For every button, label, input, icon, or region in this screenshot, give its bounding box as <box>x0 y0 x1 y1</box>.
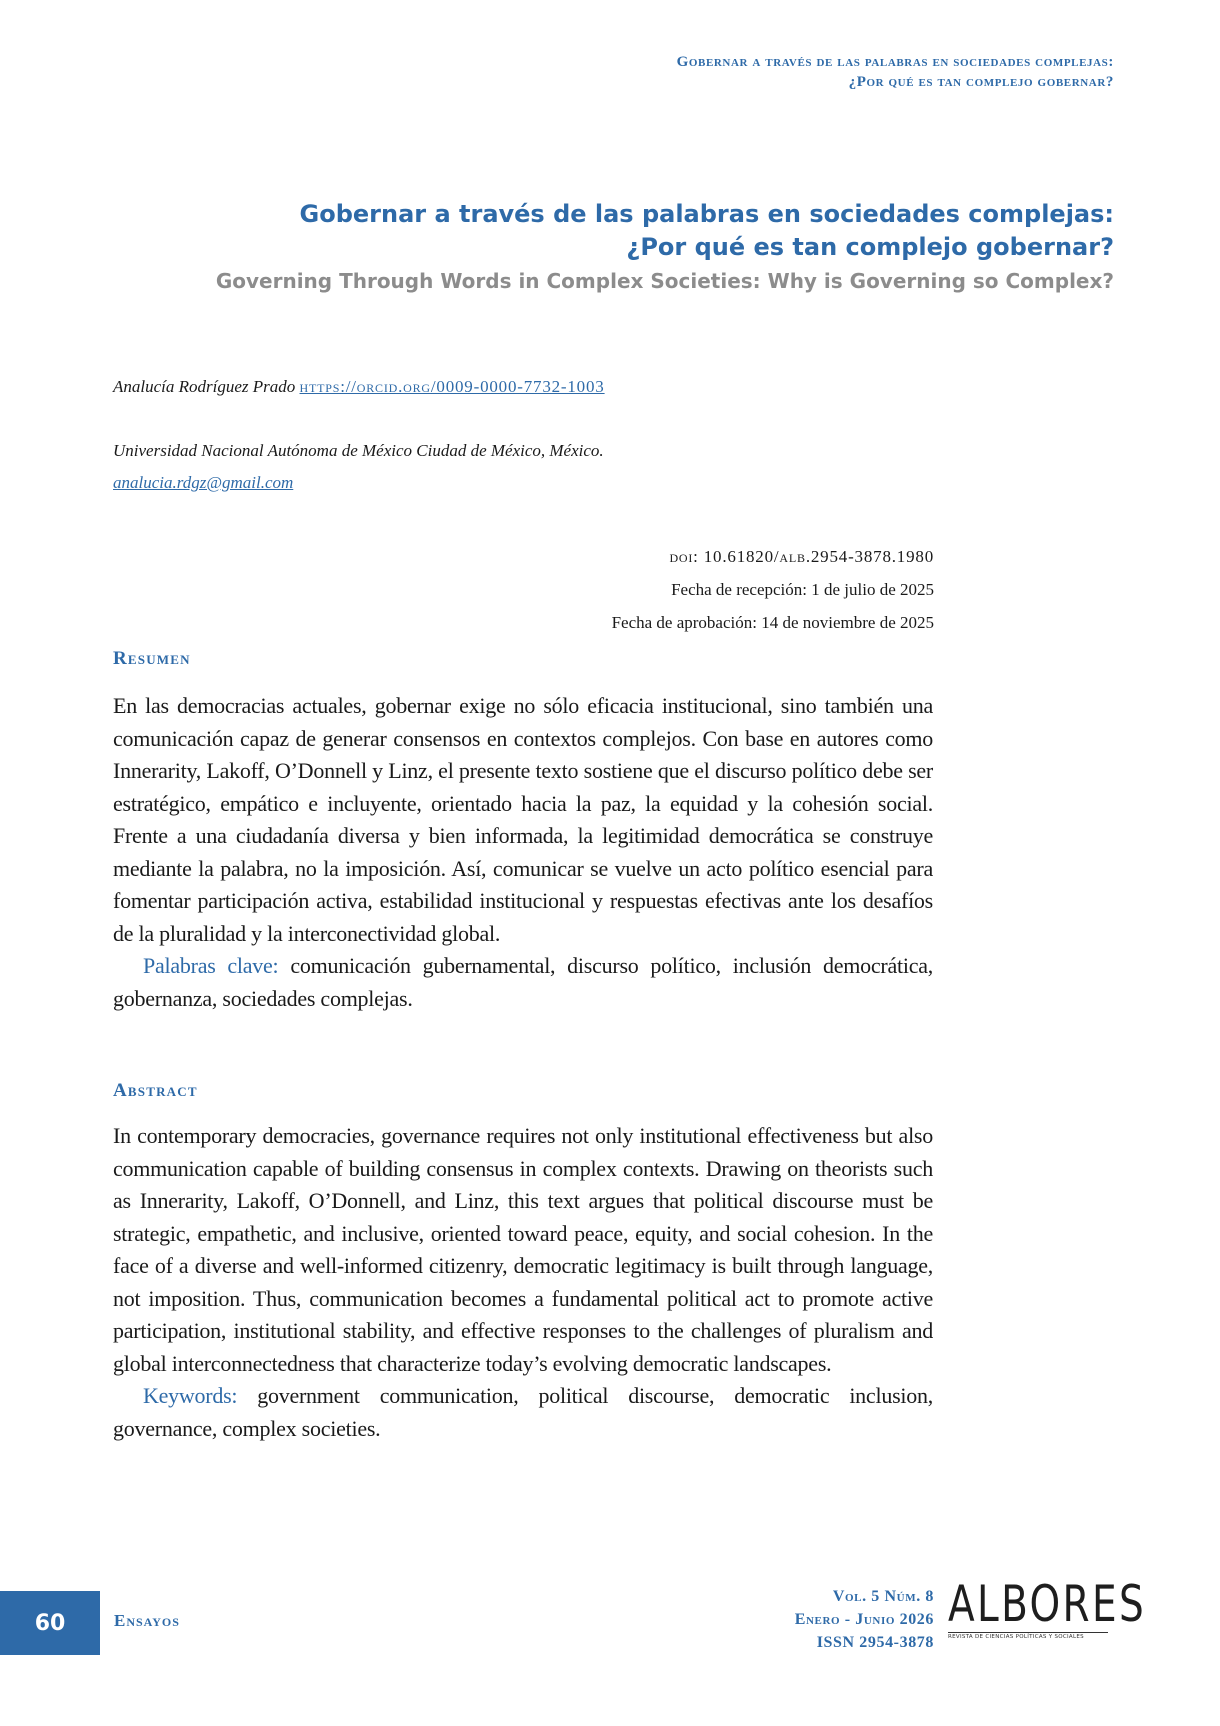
running-head-line-2: ¿Por qué es tan complejo gobernar? <box>848 74 1114 90</box>
resumen-body <box>113 690 933 1015</box>
running-head-line-1: Gobernar a través de las palabras en sociedades complejas: <box>676 54 1114 70</box>
doi: doi: 10.61820/alb.2954-3878.1980 <box>669 547 934 566</box>
abstract-paragraph: In contemporary democracies, governance requires not only institutional effectiveness but also communication capable of building consensus in complex contexts. Drawing on theorists such as Innerarity, Lakoff, O’Donnell, and Linz, this text argues that political discourse must be strategic, empathetic, and inclusive, oriented toward peace, equity, and social cohesion. In the face of a diverse and well-informed citizenry, democratic legitimacy is built through language, not imposition. Thus, communication becomes a fundamental political act to promote active participation, institutional stability, and effective responses to the challenges of pluralism and global interconnectedness that characterize today’s evolving democratic landscapes. <box>113 1123 933 1376</box>
abstract-heading: Abstract <box>113 1080 198 1101</box>
resumen-heading: Resumen <box>113 648 191 669</box>
abstract-keywords <box>113 1380 933 1445</box>
keywords-label: Palabras clave: <box>143 953 279 978</box>
issn: ISSN 2954-3878 <box>816 1634 934 1651</box>
approval-date: Fecha de aprobación: 14 de noviembre de 2025 <box>611 613 934 632</box>
title-spanish-line-2: ¿Por qué es tan complejo gobernar? <box>626 233 1114 261</box>
author-line <box>113 377 605 397</box>
keywords-label: Keywords: <box>143 1383 238 1408</box>
resumen-paragraph: En las democracias actuales, gobernar exige no sólo eficacia institucional, sino también una comunicación capaz de generar consensos en contextos complejos. Con base en autores como Innerarity, Lakoff, O’Donnell y Linz, el presente texto sostiene que el discurso político debe ser estratégico, empático e incluyente, orientado hacia la paz, la equidad y la cohesión social. Frente a una ciudadanía diversa y bien informada, la legitimidad democrática se construye mediante la palabra, no la imposición. Así, comunicar se vuelve un acto político esencial para fomentar participación activa, estabilidad institucional y respuestas efectivas ante los desafíos de la pluralidad y la interconectividad global. <box>113 693 933 946</box>
title-block <box>214 198 1114 296</box>
issue-period: Enero - Junio 2026 <box>794 1611 934 1628</box>
logo-tagline: REVISTA DE CIENCIAS POLÍTICAS Y SOCIALES <box>948 1632 1108 1640</box>
title-english: Governing Through Words in Complex Societies: Why is Governing so Complex? <box>215 269 1114 293</box>
keywords-list: government communication, political discourse, democratic inclusion, governance, complex societies. <box>113 1383 933 1441</box>
logo-wordmark: ALBORES <box>948 1575 1147 1633</box>
article-meta <box>612 540 934 639</box>
volume-info <box>795 1585 934 1654</box>
author-name: Analucía Rodríguez Prado <box>113 377 296 396</box>
title-spanish-line-1: Gobernar a través de las palabras en sociedades complejas: <box>299 200 1114 228</box>
author-email-link[interactable]: analucia.rdgz@gmail.com <box>113 473 294 492</box>
volume-number: Vol. 5 Núm. 8 <box>832 1588 934 1605</box>
abstract-body <box>113 1120 933 1445</box>
author-affiliation: Universidad Nacional Autónoma de México Ciudad de México, México. <box>113 441 604 460</box>
journal-logo <box>948 1575 1147 1640</box>
reception-date: Fecha de recepción: 1 de julio de 2025 <box>671 580 934 599</box>
page-number: 60 <box>0 1591 100 1655</box>
running-head <box>414 52 1114 92</box>
orcid-link[interactable]: https://orcid.org/0009-0000-7732-1003 <box>299 377 605 396</box>
section-label: Ensayos <box>114 1611 180 1630</box>
resumen-keywords <box>113 950 933 1015</box>
keywords-list: comunicación gubernamental, discurso político, inclusión democrática, gobernanza, sociedades complejas. <box>113 953 933 1011</box>
